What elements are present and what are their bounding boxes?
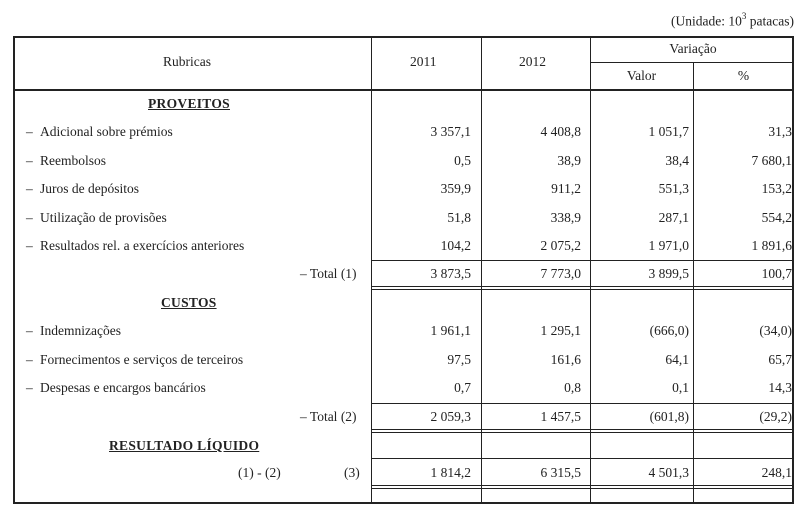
cell-2012: 911,2 [551, 181, 581, 196]
cell-2012: 1 457,5 [540, 409, 581, 424]
dash-icon: – [26, 323, 33, 338]
section-title-proveitos: PROVEITOS [148, 96, 230, 111]
cell-2012: 161,6 [550, 352, 581, 367]
header-divider [590, 62, 794, 63]
result-formula: (1) - (2) [238, 465, 281, 480]
total-line [371, 403, 794, 404]
cell-valor: 0,1 [672, 380, 689, 395]
row-label: Adicional sobre prémios [40, 124, 173, 139]
dash-icon: – [26, 210, 33, 225]
row-label: Utilização de provisões [40, 210, 167, 225]
row-label: Fornecimentos e serviços de terceiros [40, 352, 244, 367]
cell-2012: 0,8 [564, 380, 581, 395]
dash-icon: – [300, 266, 307, 281]
cell-pct: 31,3 [768, 124, 792, 139]
cell-2011: 2 059,3 [430, 409, 471, 424]
cell-2011: 104,2 [440, 238, 471, 253]
cell-pct: 248,1 [761, 465, 792, 480]
col-divider [693, 62, 694, 504]
cell-2011: 51,8 [447, 210, 471, 225]
dash-icon: – [300, 409, 307, 424]
row-label: Indemnizações [40, 323, 121, 338]
header-variacao: Variação [669, 41, 717, 56]
cell-valor: 1 971,0 [648, 238, 689, 253]
cell-2011: 1 814,2 [430, 465, 471, 480]
cell-2012: 7 773,0 [540, 266, 581, 281]
cell-pct: (34,0) [759, 323, 792, 338]
result-line [371, 458, 794, 459]
cell-2012: 6 315,5 [540, 465, 581, 480]
section-title-custos: CUSTOS [161, 295, 217, 310]
cell-2011: 3 357,1 [430, 124, 471, 139]
cell-valor: 64,1 [665, 352, 689, 367]
cell-pct: 7 680,1 [751, 153, 792, 168]
cell-valor: 38,4 [665, 153, 689, 168]
header-2012: 2012 [519, 54, 546, 69]
total-line [371, 260, 794, 261]
dash-icon: – [26, 238, 33, 253]
dash-icon: – [26, 153, 33, 168]
cell-valor: 4 501,3 [648, 465, 689, 480]
result-double-line [371, 485, 794, 489]
cell-2012: 4 408,8 [540, 124, 581, 139]
cell-2011: 3 873,5 [430, 266, 471, 281]
total-label: Total (2) [309, 409, 357, 424]
row-label: Reembolsos [40, 153, 106, 168]
col-divider [371, 36, 372, 504]
dash-icon: – [26, 352, 33, 367]
cell-pct: 1 891,6 [751, 238, 792, 253]
unit-note: (Unidade: $10^3$ patacas) [671, 11, 794, 29]
cell-2012: 338,9 [550, 210, 581, 225]
cell-pct: 100,7 [761, 266, 792, 281]
row-label: Juros de depósitos [40, 181, 139, 196]
col-divider [590, 36, 591, 504]
header-pct: % [737, 68, 750, 83]
dash-icon: – [26, 181, 33, 196]
total-double-line [371, 286, 794, 290]
total-double-line [371, 429, 794, 433]
cell-valor: (601,8) [649, 409, 689, 424]
cell-pct: 65,7 [768, 352, 792, 367]
cell-2011: 0,7 [454, 380, 471, 395]
row-label: Resultados rel. a exercícios anteriores [40, 238, 245, 253]
dash-icon: – [26, 380, 33, 395]
cell-valor: 551,3 [658, 181, 689, 196]
cell-2011: 359,9 [440, 181, 471, 196]
header-bottom-line [13, 89, 794, 91]
section-title-resultado: RESULTADO LÍQUIDO [109, 438, 260, 453]
cell-pct: 14,3 [768, 380, 792, 395]
cell-2012: 1 295,1 [540, 323, 581, 338]
cell-valor: (666,0) [649, 323, 689, 338]
header-rubricas: Rubricas [163, 54, 211, 69]
cell-valor: 1 051,7 [648, 124, 689, 139]
cell-2011: 97,5 [447, 352, 471, 367]
row-label: Despesas e encargos bancários [40, 380, 206, 395]
cell-2012: 38,9 [557, 153, 581, 168]
cell-2011: 1 961,1 [430, 323, 471, 338]
cell-valor: 287,1 [658, 210, 689, 225]
total-label: Total (1) [309, 266, 357, 281]
result-ref: (3) [344, 465, 360, 480]
cell-pct: (29,2) [759, 409, 792, 424]
dash-icon: – [26, 124, 33, 139]
col-divider [481, 36, 482, 504]
cell-2012: 2 075,2 [540, 238, 581, 253]
cell-pct: 153,2 [761, 181, 792, 196]
cell-2011: 0,5 [454, 153, 471, 168]
header-2011: 2011 [410, 54, 437, 69]
cell-valor: 3 899,5 [648, 266, 689, 281]
cell-pct: 554,2 [761, 210, 792, 225]
header-valor: Valor [626, 68, 657, 83]
